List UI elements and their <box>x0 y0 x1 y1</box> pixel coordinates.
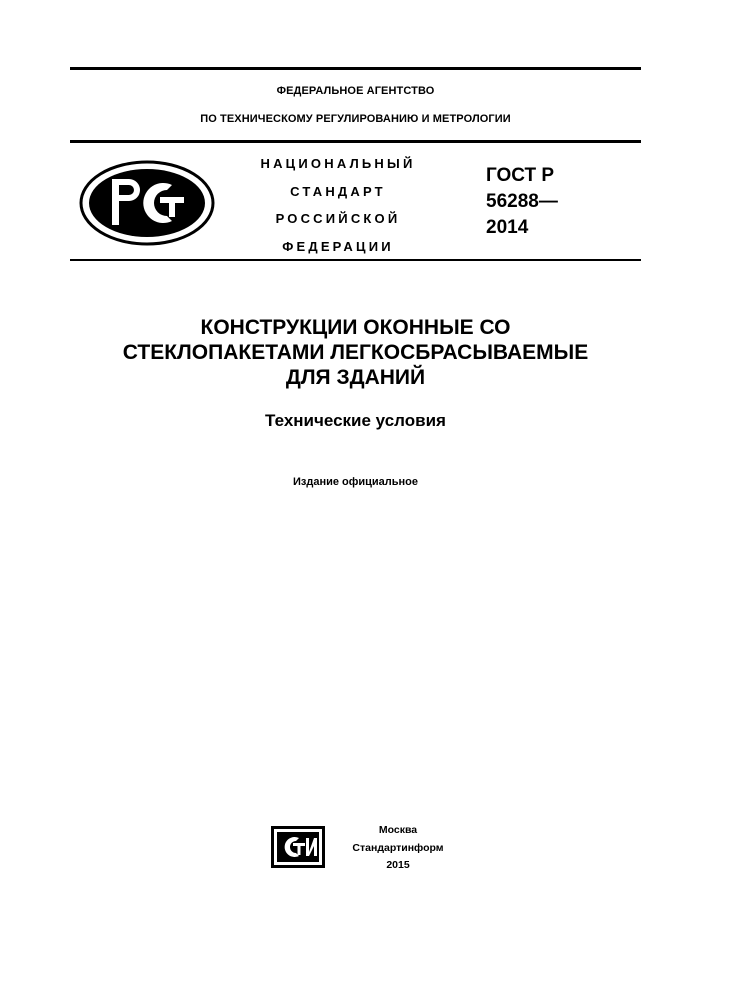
standard-id-line: 56288— <box>486 191 558 212</box>
document-title-line: ДЛЯ ЗДАНИЙ <box>285 366 426 389</box>
imprint-year: 2015 <box>386 859 410 871</box>
document-title-line: КОНСТРУКЦИИ ОКОННЫЕ СО <box>200 316 511 339</box>
imprint-block <box>336 822 460 875</box>
standard-type-line: РОССИЙСКОЙ <box>275 211 401 226</box>
standard-type-block <box>250 150 426 260</box>
header-rule <box>70 140 641 143</box>
standard-type-line: НАЦИОНАЛЬНЫЙ <box>260 156 416 171</box>
document-title <box>70 315 641 390</box>
imprint-city: Москва <box>378 824 418 836</box>
edition-label: Издание официальное <box>292 476 419 488</box>
imprint-publisher: Стандартинформ <box>352 841 444 854</box>
top-rule <box>70 67 641 70</box>
rst-certification-mark-icon <box>78 159 216 247</box>
standard-type-line: ФЕДЕРАЦИИ <box>282 238 394 254</box>
standard-type-line: СТАНДАРТ <box>290 183 386 199</box>
agency-line-2: ПО ТЕХНИЧЕСКОМУ РЕГУЛИРОВАНИЮ И МЕТРОЛОГИИ <box>200 113 511 125</box>
document-subtitle: Технические условия <box>265 411 446 430</box>
agency-line-1: ФЕДЕРАЛЬНОЕ АГЕНТСТВО <box>276 85 435 97</box>
standard-id <box>486 163 558 241</box>
document-title-line: СТЕКЛОПАКЕТАМИ ЛЕГКОСБРАСЫВАЕМЫЕ <box>122 341 589 364</box>
standard-rule <box>70 259 641 261</box>
standard-id-line: ГОСТ Р <box>486 165 555 186</box>
standard-id-line: 2014 <box>486 217 529 238</box>
standartinform-logo-icon <box>269 824 327 870</box>
